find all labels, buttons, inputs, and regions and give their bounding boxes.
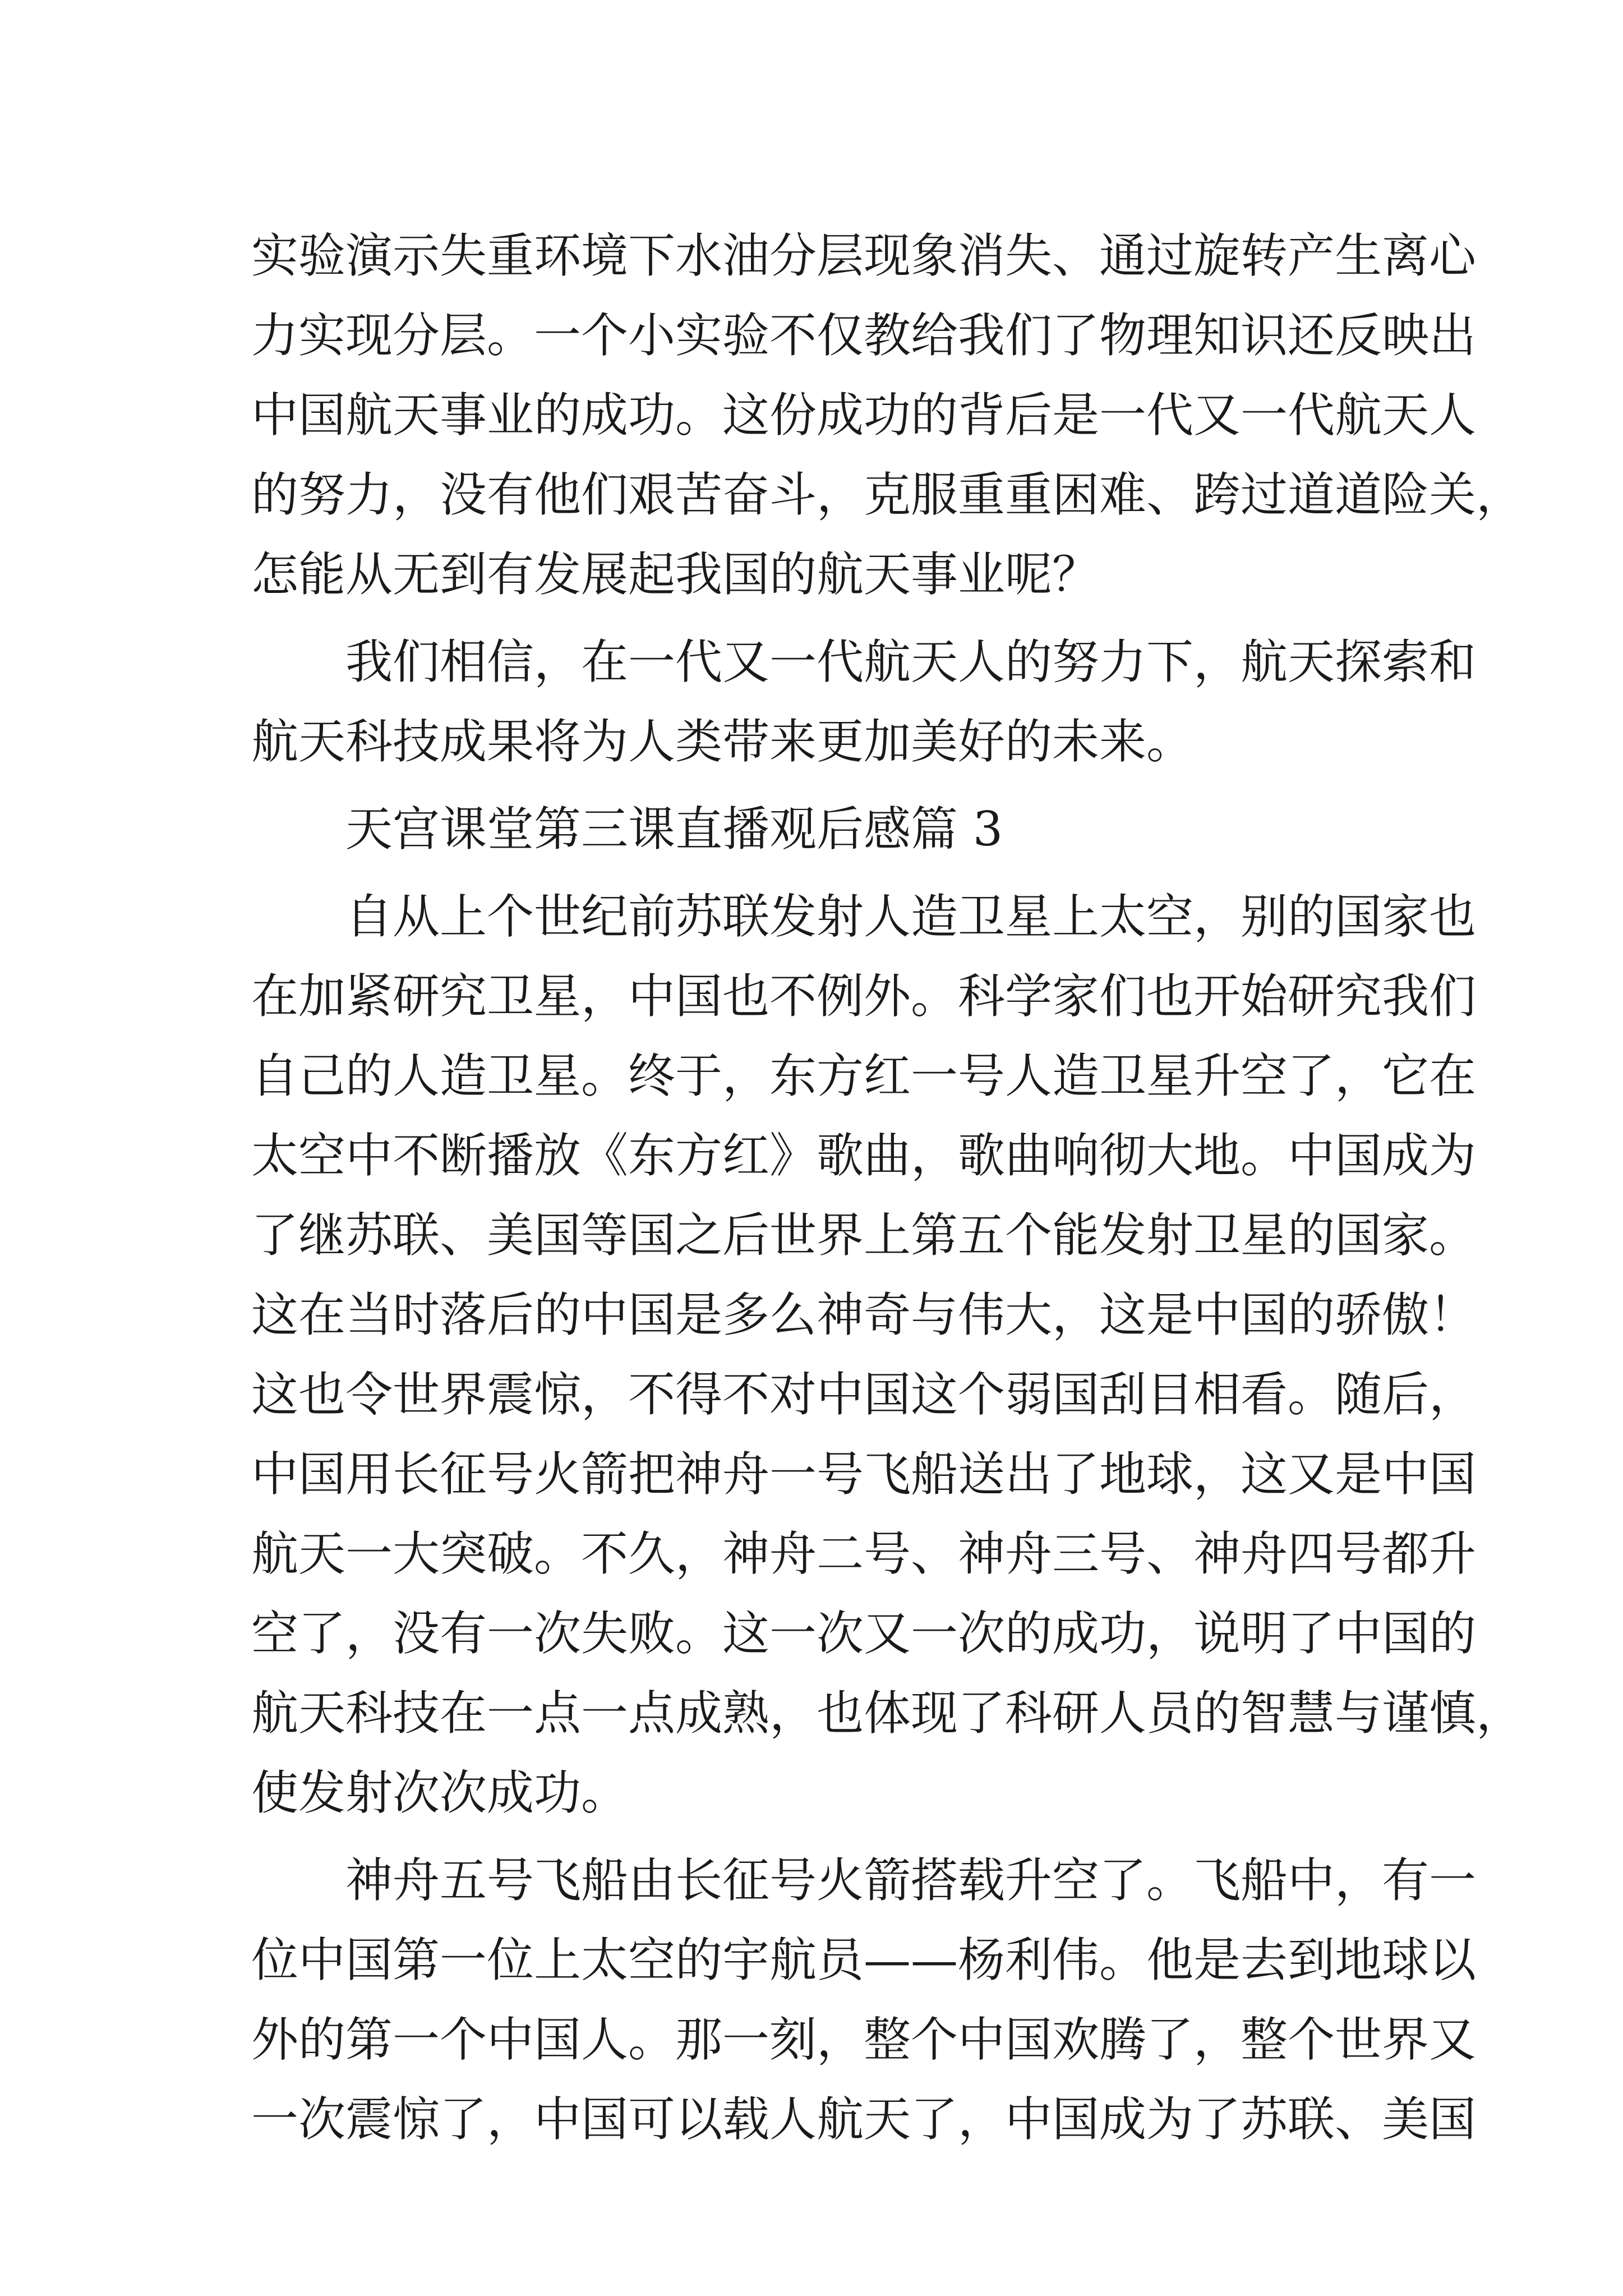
text-line: 实验演示失重环境下水油分层现象消失、通过旋转产生离心	[251, 228, 1477, 283]
text-line: 外的第一个中国人。那一刻，整个中国欢腾了，整个世界又	[251, 2012, 1477, 2067]
paragraph-spacer	[251, 869, 1384, 877]
text-line: 航天科技成果将为人类带来更加美好的未来。	[251, 714, 1194, 769]
text-line: 航天一大突破。不久，神舟二号、神舟三号、神舟四号都升	[251, 1526, 1477, 1581]
text-line: 了继苏联、美国等国之后世界上第五个能发射卫星的国家。	[251, 1208, 1477, 1263]
text-line: 自从上个世纪前苏联发射人造卫星上太空，别的国家也	[345, 889, 1477, 944]
text-line: 怎能从无到有发展起我国的航天事业呢？	[251, 547, 1100, 602]
text-line: 空了，没有一次失败。这一次又一次的成功，说明了中国的	[251, 1606, 1477, 1661]
paragraph-2	[251, 622, 1477, 781]
text-line: 使发射次次成功。	[251, 1765, 629, 1820]
text-line: 这在当时落后的中国是多么神奇与伟大，这是中国的骄傲！	[251, 1287, 1477, 1342]
paragraph-4	[251, 1841, 1477, 2159]
paragraph-spacer	[251, 1833, 1384, 1841]
text-line: 一次震惊了，中国可以载人航天了，中国成为了苏联、美国	[251, 2092, 1477, 2147]
paragraph-3	[251, 877, 1524, 1833]
text-line: 的努力，没有他们艰苦奋斗，克服重重困难、跨过道道险关，	[251, 467, 1524, 522]
paragraph-1	[251, 216, 1524, 614]
text-line: 我们相信，在一代又一代航天人的努力下，航天探索和	[345, 634, 1477, 689]
section-title: 天宫课堂第三课直播观后感篇 3	[345, 802, 1003, 857]
text-line: 中国用长征号火箭把神舟一号飞船送出了地球，这又是中国	[251, 1447, 1477, 1502]
text-line: 太空中不断播放《东方红》歌曲，歌曲响彻大地。中国成为	[251, 1128, 1477, 1183]
paragraph-spacer	[251, 614, 1384, 622]
text-line: 这也令世界震惊，不得不对中国这个弱国刮目相看。随后，	[251, 1367, 1477, 1422]
text-line: 在加紧研究卫星，中国也不例外。科学家们也开始研究我们	[251, 969, 1477, 1024]
document-body	[251, 216, 1524, 2159]
text-line: 自己的人造卫星。终于，东方红一号人造卫星升空了，它在	[251, 1048, 1477, 1103]
text-line: 力实现分层。一个小实验不仅教给我们了物理知识还反映出	[251, 308, 1477, 363]
text-line: 位中国第一位上太空的宇航员——杨利伟。他是去到地球以	[251, 1932, 1477, 1987]
paragraph-spacer	[251, 781, 1384, 789]
text-line: 中国航天事业的成功。这份成功的背后是一代又一代航天人	[251, 388, 1477, 443]
text-line: 航天科技在一点一点成熟，也体现了科研人员的智慧与谨慎，	[251, 1686, 1524, 1741]
text-line: 神舟五号飞船由长征号火箭搭载升空了。飞船中，有一	[345, 1853, 1477, 1908]
